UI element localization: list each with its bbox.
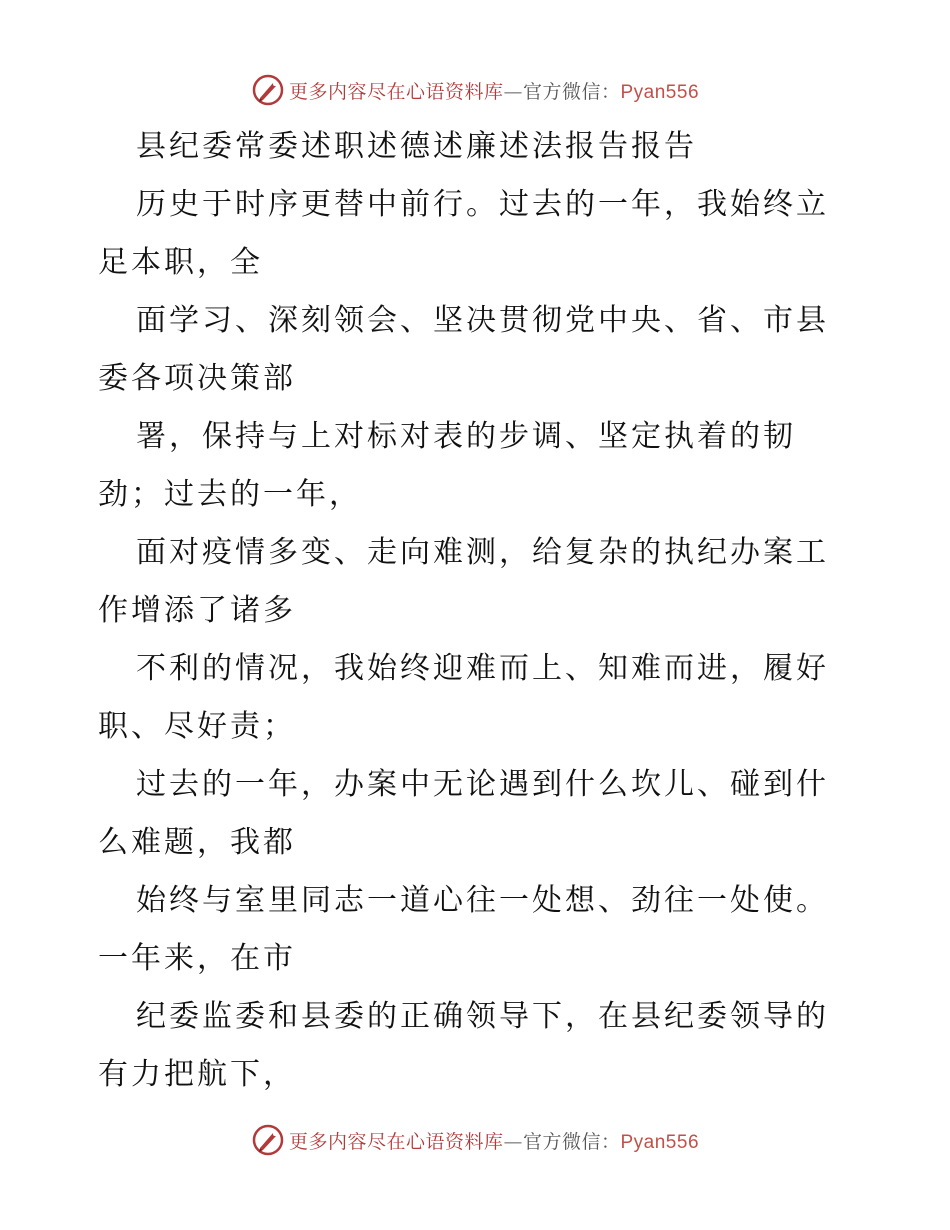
paragraph-line: 署，保持与上对标对表的步调、坚定执着的韧 <box>136 419 796 454</box>
watermark-text <box>289 77 699 104</box>
watermark-wechat-label: 官方微信： <box>522 80 621 103</box>
paragraph-line: 历史于时序更替中前行。过去的一年，我始终立 <box>136 187 829 222</box>
pen-logo-icon <box>251 73 285 107</box>
paragraph-line: 么难题，我都 <box>98 825 296 860</box>
paragraph-line: 过去的一年，办案中无论遇到什么坎儿、碰到什 <box>136 767 829 802</box>
watermark-dash: — <box>503 1130 523 1153</box>
paragraph-line: 足本职，全 <box>98 245 263 280</box>
paragraph-line: 一年来，在市 <box>98 941 296 976</box>
paragraph-line: 面学习、深刻领会、坚决贯彻党中央、省、市县 <box>136 303 829 338</box>
watermark-wechat-label: 官方微信： <box>522 1130 621 1153</box>
watermark-handle: Pyan556 <box>620 1131 700 1153</box>
watermark-text <box>289 1127 699 1154</box>
footer-watermark <box>0 1120 950 1160</box>
paragraph-line: 作增添了诸多 <box>98 593 296 628</box>
watermark-dash: — <box>503 80 523 103</box>
watermark-handle: Pyan556 <box>620 81 700 103</box>
paragraph-line: 面对疫情多变、走向难测，给复杂的执纪办案工 <box>136 535 829 570</box>
paragraph-line: 纪委监委和县委的正确领导下，在县纪委领导的 <box>136 999 829 1034</box>
document-title: 县纪委常委述职述德述廉述法报告报告 <box>136 129 697 164</box>
paragraph-line: 始终与室里同志一道心往一处想、劲往一处使。 <box>136 883 829 918</box>
document-body <box>98 118 858 1104</box>
watermark-brand: 更多内容尽在心语资料库 <box>288 1130 504 1153</box>
paragraph-line: 劲；过去的一年， <box>98 477 362 512</box>
paragraph-line: 职、尽好责； <box>98 709 296 744</box>
paragraph-line: 委各项决策部 <box>98 361 296 396</box>
watermark-brand: 更多内容尽在心语资料库 <box>288 80 504 103</box>
paragraph-line: 不利的情况，我始终迎难而上、知难而进，履好 <box>136 651 829 686</box>
paragraph-line: 有力把航下， <box>98 1057 296 1092</box>
pen-logo-icon <box>251 1123 285 1157</box>
header-watermark <box>0 70 950 110</box>
